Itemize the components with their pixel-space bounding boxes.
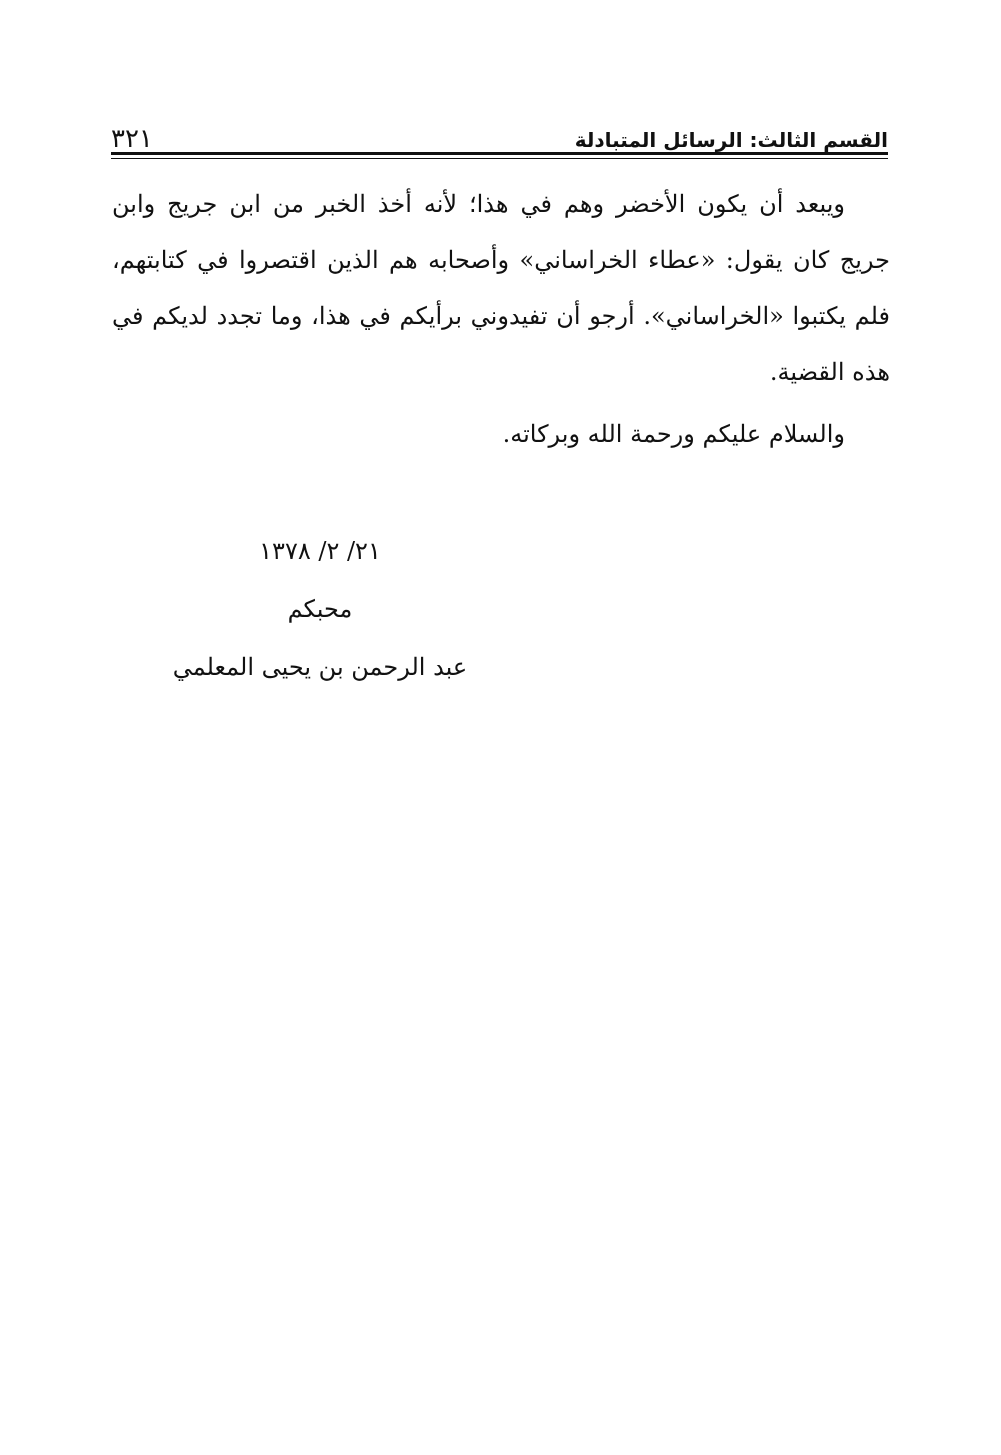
header-rule-thin: [111, 158, 888, 159]
body-paragraph: ويبعد أن يكون الأخضر وهم في هذا؛ لأنه أخذ الخبر من ابن جريج وابن جريج كان يقول: «عطاء الخراساني» وأصحابه هم الذين اقتصروا في كتابتهم، فلم يكتبوا «الخراساني». أرجو أن تفيدوني برأيكم في هذا، وما تجدد لديكم في هذه القضية.: [112, 190, 890, 386]
letter-body: [112, 176, 890, 462]
signature-block: [100, 522, 540, 696]
page-number: ٣٢١: [111, 124, 153, 154]
author-name: عبد الرحمن بن يحيى المعلمي: [172, 653, 468, 681]
closing-salutation: والسلام عليكم ورحمة الله وبركاته.: [502, 420, 845, 448]
letter-date: ٢١/ ٢/ ١٣٧٨: [259, 537, 381, 565]
section-title: القسم الثالث: الرسائل المتبادلة: [574, 128, 888, 152]
running-header: [111, 116, 888, 152]
closing-phrase: محبكم: [287, 595, 353, 623]
header-rule-thick: [111, 152, 888, 155]
